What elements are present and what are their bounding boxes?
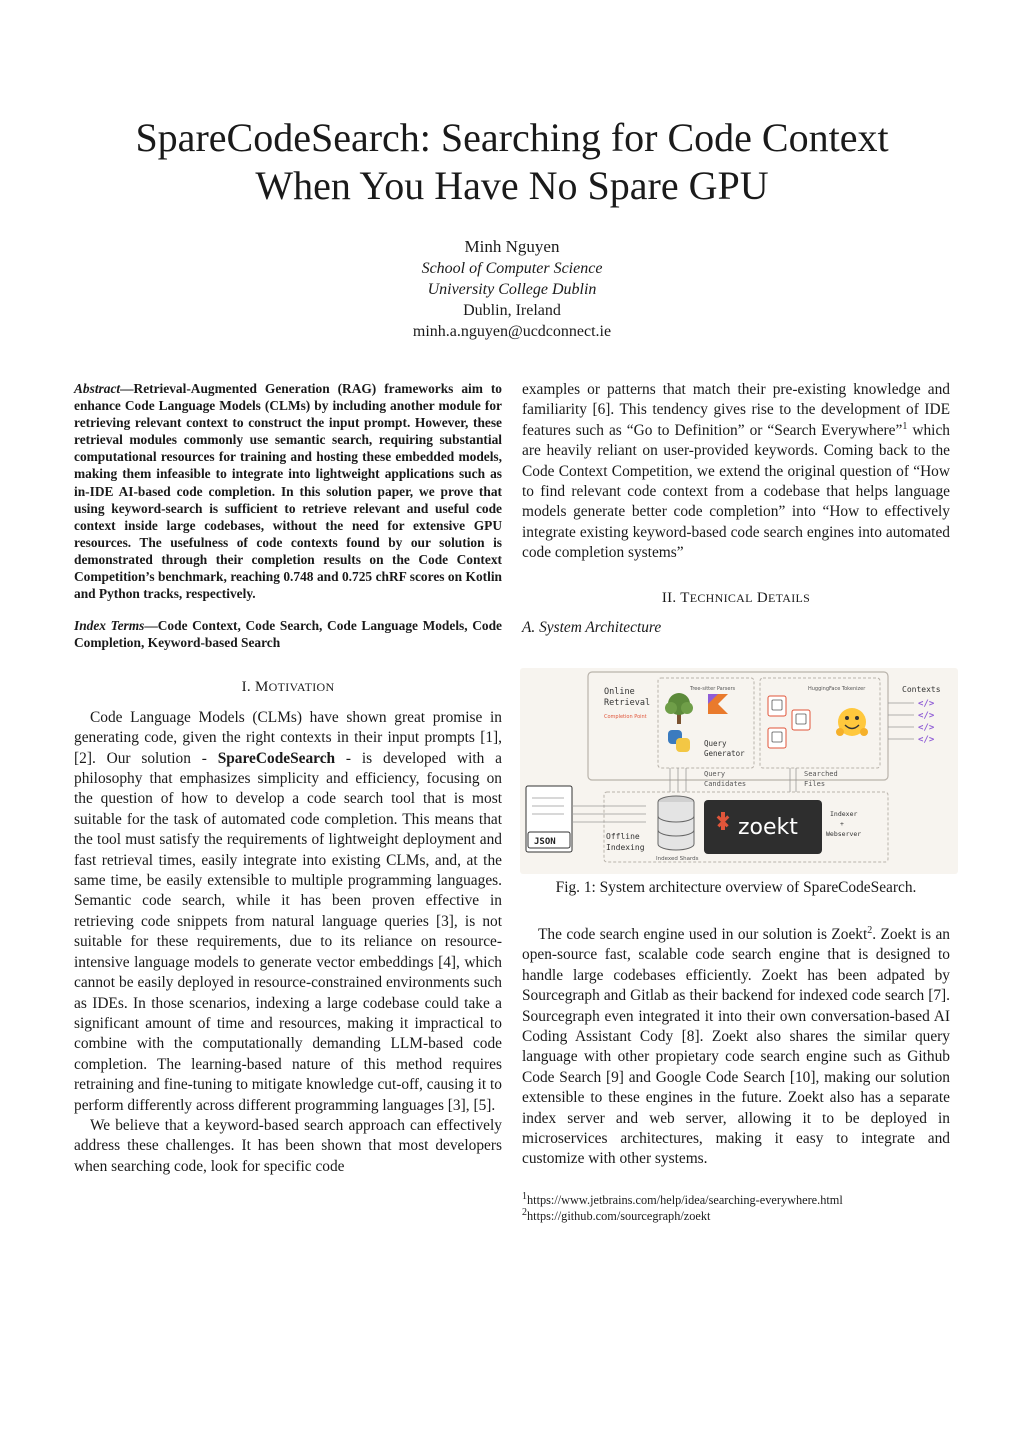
paper-title — [60, 114, 964, 210]
completion-point-label: Completion Point — [604, 714, 647, 721]
p1-text-a: Code Language Models (CLMs) have shown great promise in generating code, given the right contexts in their input prompts [1], [2]. Our solution - — [74, 708, 502, 767]
json-document-icon — [526, 786, 572, 852]
section-rest-2: ETAILS — [767, 590, 811, 605]
index-terms-label: Index Terms — [74, 618, 145, 634]
p1-text-b: - is developed with a philosophy that emphasizes simplicity and efficiency, focusing on the question of how to develop a code search tool that is most suitable for the task of automated code completion. This means that the tool must satisfy the requirements of lightweight deployment and fast retrieval times, easily integrate into existing CLMs, and, at the same time, be easily extensible to multiple programming languages. Semantic code search, while it has been proven effective in retrieving code snippets from natural language queries [3], is not suitable for these requirements, due to its reliance on resource-intensive language models to generate vector embeddings [4], which cannot be easily deployed in resource-constrained environments such as IDEs. In those scenarios, indexing a large codebase could take a significant amount of time and resources, making it impractical to combine with the computationally demanding LLM-based code completion. The learning-based nature of this method requires retraining and fine-tuning to mitigate knowledge cut-off, causing it to perform differently across different programming languages [3], [5]. — [74, 749, 502, 1114]
abstract-text: —Retrieval-Augmented Generation (RAG) frameworks aim to enhance Code Language Models (CLMs) by including another module for retrieving relevant context to construct the input prompt. However, these retrieval modules commonly use semantic search, requiring substantial computational resources for training and hosting these embedded models, making them infeasible to integrate into lightweight applications such as in-IDE AI-based code completion. In this solution paper, we prove that using keyword-search is sufficient to retrieve relevant and useful code context inside large codebases, without the need for extensive GPU resources. The usefulness of code contexts found by our solution is demonstrated through their completion results on the Code Context Competition’s benchmark, reaching 0.748 and 0.725 chRF scores on Kotlin and Python tracks, respectively. — [74, 381, 502, 602]
webserver-label: Webserver — [826, 830, 862, 839]
section-first-letter: M — [254, 679, 269, 696]
context-tag-4: </> — [918, 735, 935, 746]
author-location: Dublin, Ireland — [463, 302, 561, 319]
zoekt-text-b: . Zoekt is an open-source fast, scalable code search engine that is designed to handle large codebases efficiently. Zoekt has been adpated by Sourcegraph and Gitlab as their backend for indexed code search [7]. Sourcegraph even integrated it into their own conversation-based AI Coding Assistant Cody [8]. Zoekt also shares the similar query language with other propietary code search engine such as Github Code Search [9] and Google Code Search [10], making our solution extensible to these engines in the future. Zoekt also has a separate index server and web server, allowing it to be deployed in microservices architectures, making it easy to integrate and customize with other systems. — [522, 925, 950, 1168]
footnote-link[interactable]: https://github.com/sourcegraph/zoekt — [527, 1209, 711, 1224]
architecture-diagram — [520, 668, 958, 874]
context-tags — [918, 699, 935, 745]
python-icon — [668, 730, 690, 752]
abstract — [74, 380, 502, 602]
footnote-ref-2[interactable]: 2 — [867, 924, 873, 936]
indexing-label: Indexing — [606, 843, 645, 853]
json-arrows — [572, 806, 646, 822]
author-dept: School of Computer Science — [421, 260, 603, 277]
json-label: JSON — [534, 837, 556, 848]
hf-tokenizer-label: HuggingFace Tokenizer — [808, 686, 866, 693]
zoekt-paragraph — [522, 925, 950, 1170]
query-candidates-label-2: Candidates — [704, 780, 747, 789]
offline-label: Offline — [606, 832, 640, 842]
context-arrows — [888, 703, 914, 739]
tree-icon — [665, 693, 693, 724]
index-terms-text: —Code Context, Code Search, Code Language Models, Code Completion, Keyword-based Search — [74, 618, 502, 651]
continued-paragraph — [522, 380, 950, 564]
section-number: II. — [661, 589, 677, 606]
title-line-2: When You Have No Spare GPU — [255, 163, 769, 208]
huggingface-icon — [836, 708, 868, 736]
subsection-heading-system-architecture: A. System Architecture — [522, 619, 662, 637]
database-icon — [658, 796, 694, 850]
searched-files-label-2: Files — [804, 780, 826, 789]
plus-label: + — [840, 820, 844, 829]
online-label: Online — [604, 687, 635, 698]
section-rest: OTIVATION — [268, 680, 335, 695]
retrieval-label: Retrieval — [604, 698, 651, 709]
context-tag-3: </> — [918, 723, 935, 734]
zoekt-logo-text: zoekt — [738, 815, 798, 841]
section-heading-technical-details — [522, 588, 950, 608]
right-column — [522, 380, 950, 1225]
file-icons — [768, 696, 810, 748]
figure-caption: Fig. 1: System architecture overview of SpareCodeSearch. — [555, 879, 917, 897]
footnotes — [522, 1192, 950, 1225]
query-candidates-label-1: Query — [704, 770, 726, 779]
author-block — [312, 236, 712, 342]
context-tag-1: </> — [918, 699, 935, 710]
author-name: Minh Nguyen — [464, 237, 560, 256]
cont-text-b: which are heavily reliant on user-provided keywords. Coming back to the Code Context Competition, we extend the original question of “How to find relevant code context from a codebase that helps language models generate better code completion” into “How to effectively integrate existing keyword-based code search engines into automated code completion systems” — [522, 421, 950, 562]
author-email[interactable]: minh.a.nguyen@ucdconnect.ie — [412, 323, 612, 340]
treesitter-label: Tree-sitter Parsers — [690, 686, 736, 693]
section-number: I. — [241, 679, 251, 696]
footnote-link[interactable]: https://www.jetbrains.com/help/idea/searching-everywhere.html — [527, 1192, 843, 1207]
indexer-label: Indexer — [830, 810, 858, 819]
footnote-2 — [522, 1208, 950, 1225]
motivation-paragraph-2: We believe that a keyword-based search approach can effectively address these challenges. It has been shown that most developers when searching code, look for specific code — [74, 1116, 502, 1175]
section-rest: ECHNICAL — [689, 590, 753, 605]
footnote-mark: 2 — [522, 1207, 527, 1219]
searched-files-label-1: Searched — [804, 770, 838, 779]
author-university: University College Dublin — [427, 281, 597, 298]
footnote-mark: 1 — [522, 1190, 527, 1202]
left-column — [74, 380, 502, 1177]
footnote-1 — [522, 1192, 950, 1209]
kotlin-icon — [708, 694, 728, 714]
section-heading-motivation — [74, 677, 502, 697]
zoekt-text-a: The code search engine used in our solution is Zoekt — [538, 925, 868, 943]
motivation-paragraph-1 — [74, 708, 502, 1116]
footnote-ref-1[interactable]: 1 — [902, 420, 908, 432]
tool-name: SpareCodeSearch — [217, 749, 336, 767]
index-terms — [74, 617, 502, 651]
contexts-label: Contexts — [902, 685, 941, 695]
title-line-1: SpareCodeSearch: Searching for Code Context — [135, 115, 889, 160]
section-first-letter-2: D — [756, 589, 768, 606]
abstract-label: Abstract — [74, 381, 121, 396]
architecture-figure — [520, 668, 958, 874]
indexed-shards-label: Indexed Shards — [656, 856, 699, 863]
context-tag-2: </> — [918, 711, 935, 722]
query-generator-label-2: Generator — [704, 749, 745, 759]
query-generator-label-1: Query — [704, 739, 727, 749]
section-first-letter: T — [680, 589, 690, 606]
cont-text-a: examples or patterns that match their pre-existing knowledge and familiarity [6]. This tendency gives rise to the development of IDE features such as “Go to Definition” or “Search Everywhere” — [522, 381, 950, 439]
